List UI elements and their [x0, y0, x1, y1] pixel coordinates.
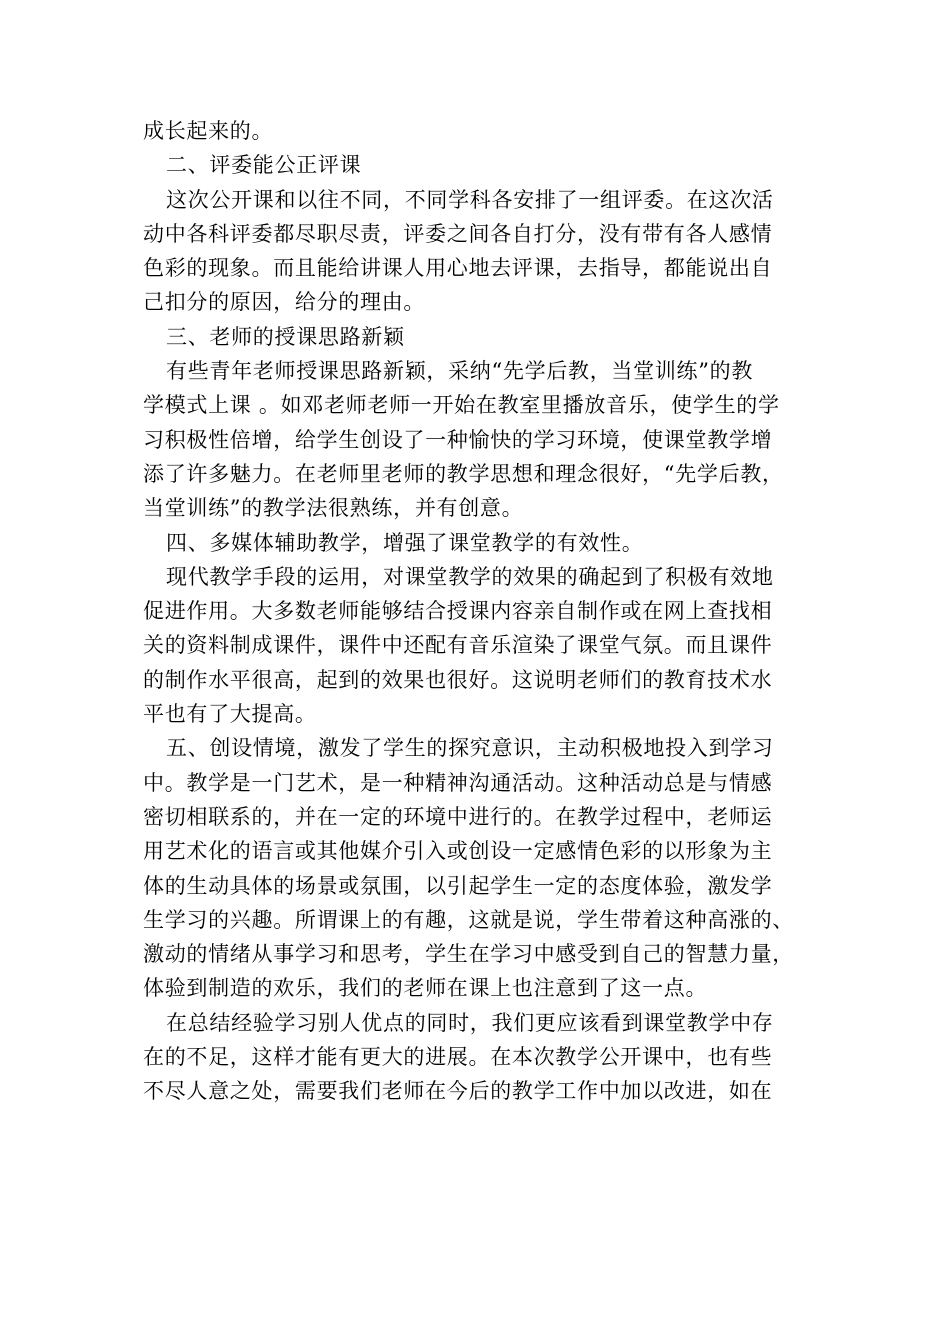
- text-line: 生学习的兴趣。所谓课上的有趣，这就是说，学生带着这种高涨的、: [143, 907, 794, 932]
- text-line: 密切相联系的，并在一定的环境中进行的。在教学过程中，老师运: [143, 804, 773, 829]
- text-line: 己扣分的原因，给分的理由。: [143, 290, 426, 315]
- text-line: 有些青年老师授课思路新颖，采纳“先学后教，当堂训练”的教: [166, 359, 754, 384]
- text-line: 学模式上课 。如邓老师老师一开始在教室里播放音乐，使学生的学: [143, 393, 780, 418]
- text-line: 体的生动具体的场景或氛围，以引起学生一定的态度体验，激发学: [143, 873, 773, 898]
- text-line: 激动的情绪从事学习和思考，学生在学习中感受到自己的智慧力量，: [143, 942, 794, 967]
- text-line: 平也有了大提高。: [143, 702, 317, 727]
- text-line: 成长起来的。: [143, 119, 274, 143]
- text-line: 现代教学手段的运用，对课堂教学的效果的确起到了积极有效地: [166, 564, 774, 589]
- text-line: 的制作水平很高，起到的效果也很好。这说明老师们的教育技术水: [143, 667, 773, 692]
- text-line: 添了许多魅力。在老师里老师的教学思想和理念很好，“先学后教，: [143, 461, 784, 486]
- text-line: 关的资料制成课件，课件中还配有音乐渲染了课堂气氛。而且课件: [143, 633, 773, 658]
- text-line: 在的不足，这样才能有更大的进展。在本次教学公开课中，也有些: [143, 1045, 773, 1070]
- text-line: 中。教学是一门艺术，是一种精神沟通活动。这种活动总是与情感: [143, 770, 773, 795]
- text-line: 这次公开课和以往不同，不同学科各安排了一组评委。在这次活: [166, 187, 774, 212]
- text-line: 色彩的现象。而且能给讲课人用心地去评课，去指导，都能说出自: [143, 256, 773, 281]
- text-line: 动中各科评委都尽职尽责，评委之间各自打分，没有带有各人感情: [143, 221, 773, 246]
- text-line: 当堂训练”的教学法很熟练，并有创意。: [143, 496, 524, 521]
- text-line: 体验到制造的欢乐，我们的老师在课上也注意到了这一点。: [143, 976, 708, 1001]
- text-line: 不尽人意之处，需要我们老师在今后的教学工作中加以改进，如在: [143, 1079, 773, 1104]
- text-line: 在总结经验学习别人优点的同时，我们更应该看到课堂教学中存: [166, 1010, 774, 1035]
- text-line: 习积极性倍增，给学生创设了一种愉快的学习环境，使课堂教学增: [143, 427, 773, 452]
- text-line: 五、创设情境，激发了学生的探究意识，主动积极地投入到学习: [166, 736, 774, 761]
- text-line: 二、评委能公正评课: [166, 153, 362, 178]
- text-line: 用艺术化的语言或其他媒介引入或创设一定感情色彩的以形象为主: [143, 839, 773, 864]
- text-line: 促进作用。大多数老师能够结合授课内容亲自制作或在网上查找相: [143, 599, 773, 624]
- text-line: 三、老师的授课思路新颖: [166, 324, 405, 349]
- document-body: [143, 114, 813, 1109]
- text-line: 四、多媒体辅助教学，增强了课堂教学的有效性。: [166, 530, 644, 555]
